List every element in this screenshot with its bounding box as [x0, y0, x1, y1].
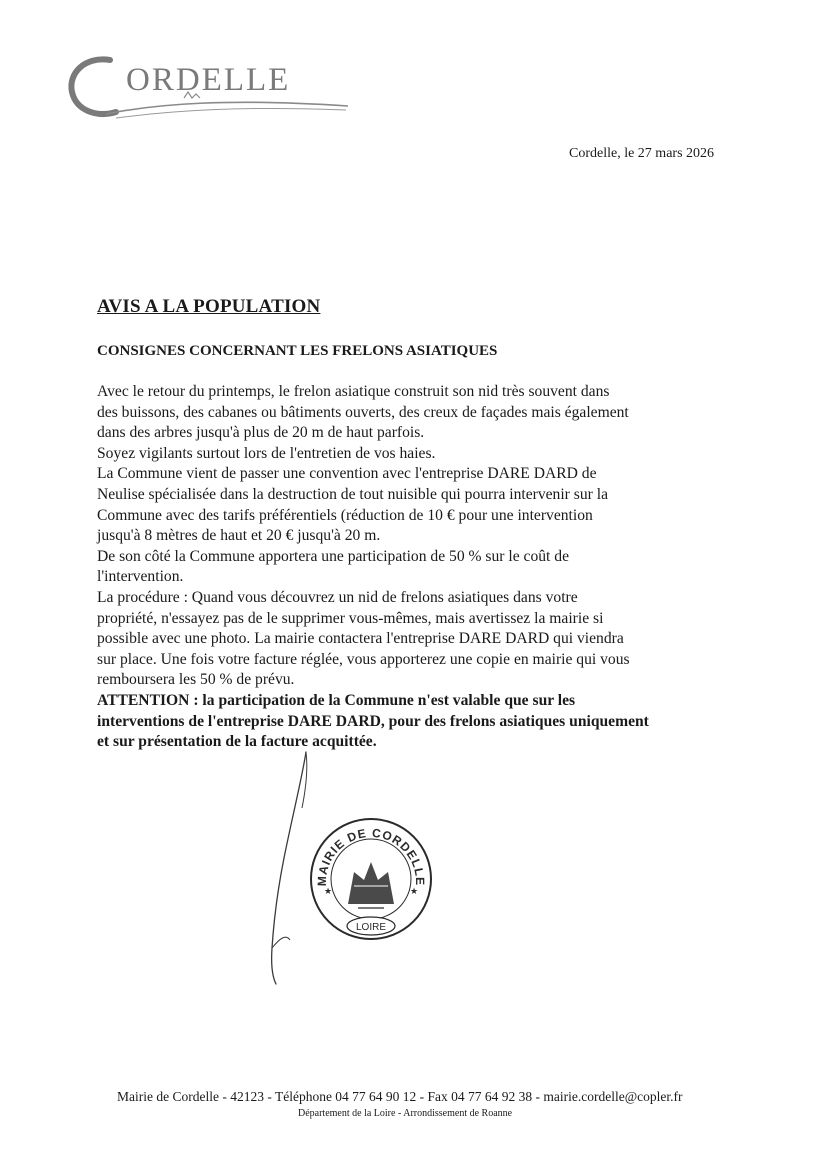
- notice-subtitle: CONSIGNES CONCERNANT LES FRELONS ASIATIQUES: [97, 343, 498, 359]
- attention-line: interventions de l'entreprise DARE DARD, pour des frelons asiatiques uniquement: [97, 712, 649, 730]
- body-line: l'intervention.: [97, 568, 184, 586]
- mairie-stamp: [308, 816, 434, 942]
- stamp-text: MAIRIE DE CORDELLE: [314, 825, 428, 887]
- body-line: remboursera les 50 % de prévu.: [97, 671, 295, 689]
- body-line: Avec le retour du printemps, le frelon asiatique construit son nid très souvent dans: [97, 383, 610, 400]
- body-line: jusqu'à 8 mètres de haut et 20 € jusqu'à 20 m.: [97, 527, 381, 545]
- notice-body: [97, 382, 747, 753]
- body-line: De son côté la Commune apportera une participation de 50 % sur le coût de: [97, 547, 569, 565]
- attention-line: et sur présentation de la facture acquittée.: [97, 733, 377, 751]
- stamp-loire-text: LOIRE: [355, 922, 387, 933]
- footer-contact: Mairie de Cordelle - 42123 - Téléphone 04 77 64 90 12 - Fax 04 77 64 92 38 - mairie.cordelle@copler.fr: [117, 1089, 683, 1104]
- notice-title: AVIS A LA POPULATION: [97, 296, 321, 317]
- footer-department: Département de la Loire - Arrondissement de Roanne: [298, 1108, 513, 1119]
- body-line: Soyez vigilants surtout lors de l'entretien de vos haies.: [97, 444, 436, 462]
- letter-date: Cordelle, le 27 mars 2026: [569, 146, 715, 161]
- body-line: des buissons, des cabanes ou bâtiments ouverts, des creux de façades mais également: [97, 403, 629, 421]
- cordelle-logo: [66, 48, 356, 126]
- svg-text:★: ★: [324, 886, 333, 896]
- body-line: La procédure : Quand vous découvrez un nid de frelons asiatiques dans votre: [97, 588, 578, 606]
- body-line: propriété, n'essayez pas de le supprimer vous-mêmes, mais avertissez la mairie si: [97, 609, 604, 627]
- body-line: Neulise spécialisée dans la destruction de tout nuisible qui pourra intervenir sur la: [97, 485, 608, 503]
- svg-text:★: ★: [410, 886, 419, 896]
- body-line: sur place. Une fois votre facture réglée, vous apporterez une copie en mairie qui vous: [97, 650, 630, 668]
- attention-line: ATTENTION : la participation de la Commune n'est valable que sur les: [97, 691, 576, 709]
- body-line: La Commune vient de passer une convention avec l'entreprise DARE DARD de: [97, 465, 597, 483]
- body-line: Commune avec des tarifs préférentiels (réduction de 10 € pour une intervention: [97, 506, 593, 524]
- body-line: dans des arbres jusqu'à plus de 20 m de haut parfois.: [97, 424, 425, 442]
- body-line: possible avec une photo. La mairie contactera l'entreprise DARE DARD qui viendra: [97, 630, 624, 648]
- logo-wordmark: ORDELLE: [126, 62, 291, 98]
